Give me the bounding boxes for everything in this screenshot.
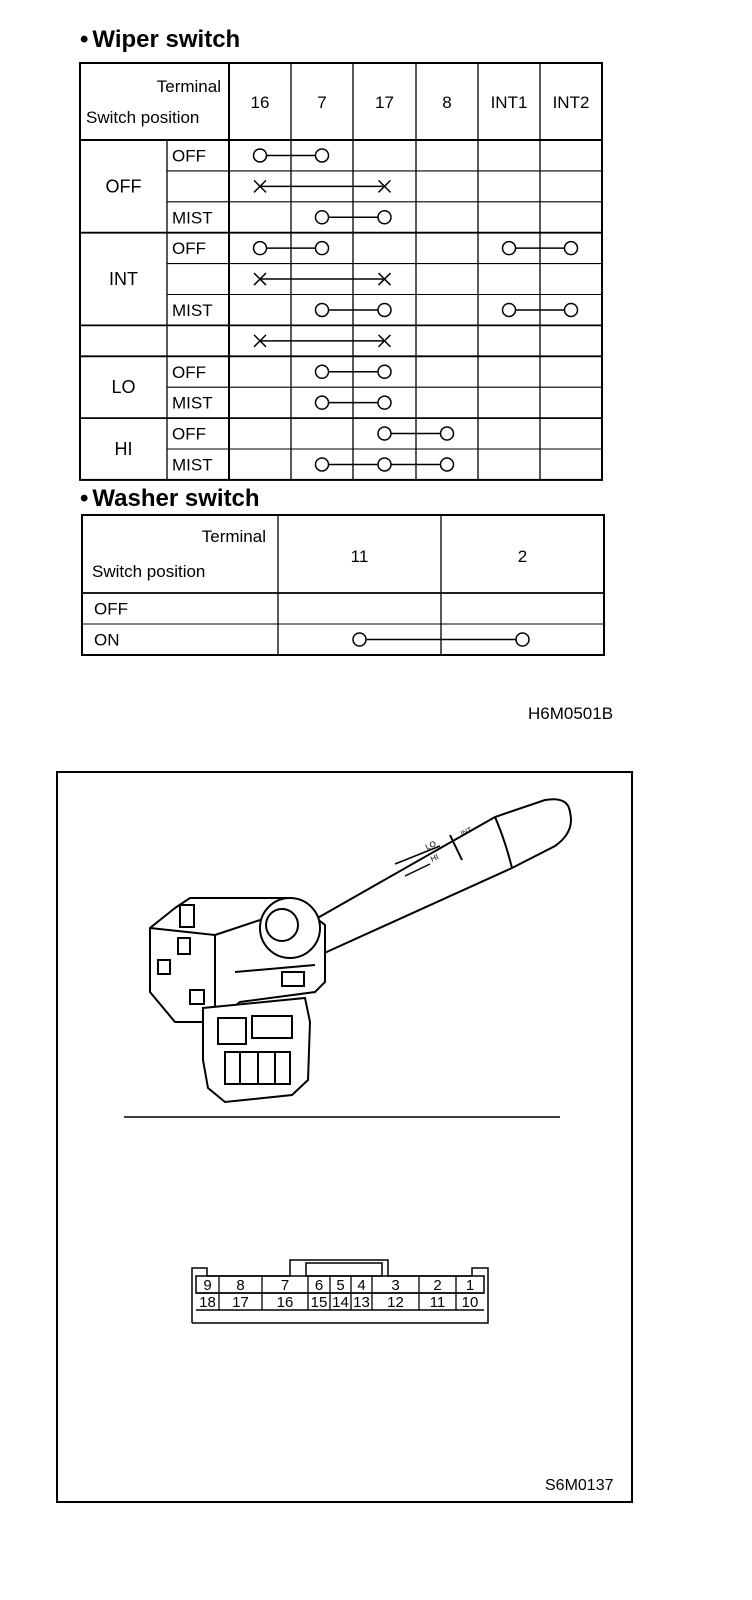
sub-position-label: MIST (172, 300, 213, 320)
continuity-circle (378, 303, 391, 316)
continuity-circle (503, 303, 516, 316)
continuity-circle (378, 365, 391, 378)
header-switch-position: Switch position (92, 562, 206, 581)
group-off: OFF (105, 176, 142, 197)
continuity-circle (353, 633, 366, 646)
connector-pin-16: 16 (276, 1294, 294, 1311)
terminal-8: 8 (442, 93, 452, 112)
terminal-11: 11 (350, 547, 369, 566)
connector-pin-10: 10 (461, 1294, 479, 1311)
continuity-circle (503, 242, 516, 255)
header-switch-position: Switch position (86, 108, 200, 127)
lever-marking-hi: HI (429, 852, 441, 864)
sub-position-label: MIST (172, 208, 213, 228)
washer-switch-table (0, 500, 752, 670)
figure-code-top: H6M0501B (528, 704, 614, 723)
wiper-switch-title: • Wiper switch (80, 26, 241, 53)
connector-pin-11: 11 (429, 1294, 446, 1311)
continuity-circle (565, 303, 578, 316)
connector-pin-13: 13 (353, 1294, 370, 1311)
terminal-int2: INT2 (552, 93, 590, 112)
terminal-int1: INT1 (490, 93, 528, 112)
position-label-off: OFF (94, 599, 128, 619)
continuity-circle (316, 365, 329, 378)
wiper-switch-table (0, 0, 752, 500)
connector-pin-17: 17 (232, 1294, 249, 1311)
connector-pin-15: 15 (310, 1294, 328, 1311)
illustration-frame (57, 772, 632, 1502)
group-lo: LO (111, 377, 136, 398)
sub-position-label: MIST (172, 455, 213, 475)
position-label-on: ON (94, 630, 120, 650)
continuity-circle (316, 149, 329, 162)
continuity-circle (378, 427, 391, 440)
connector-pin-18: 18 (199, 1294, 216, 1311)
header-terminal: Terminal (201, 527, 266, 546)
terminal-17: 17 (375, 93, 394, 112)
continuity-circle (316, 396, 329, 409)
connector-pin-12: 12 (387, 1294, 404, 1311)
group-hi: HI (114, 439, 133, 459)
terminal-7: 7 (317, 93, 327, 112)
connector-pin-5: 5 (336, 1277, 345, 1294)
header-terminal: Terminal (156, 77, 221, 96)
combination-switch-illustration (0, 760, 752, 1520)
continuity-circle (316, 303, 329, 316)
sub-position-label: MIST (172, 393, 213, 413)
connector-pin-1: 1 (465, 1277, 475, 1294)
continuity-circle (441, 458, 454, 471)
continuity-circle (316, 242, 329, 255)
connector-pin-4: 4 (357, 1277, 366, 1294)
lever-marking-int: INT (459, 826, 474, 838)
continuity-circle (254, 149, 267, 162)
figure-code-bottom: S6M0137 (545, 1477, 614, 1494)
connector-pin-14: 14 (332, 1294, 349, 1311)
wiper-lever (300, 799, 571, 955)
continuity-circle (254, 242, 267, 255)
continuity-circle (378, 396, 391, 409)
terminal-2: 2 (517, 547, 528, 566)
connector-pin-9: 9 (203, 1277, 212, 1294)
continuity-circle (316, 458, 329, 471)
continuity-circle (378, 458, 391, 471)
washer-switch-title: • Washer switch (80, 485, 260, 512)
continuity-circle (565, 242, 578, 255)
connector-pin-8: 8 (236, 1277, 245, 1294)
connector-plug (203, 998, 310, 1102)
continuity-circle (516, 633, 529, 646)
continuity-circle (441, 427, 454, 440)
connector-pin-3: 3 (391, 1277, 400, 1294)
group-int: INT (109, 269, 138, 290)
connector-pin-6: 6 (314, 1277, 324, 1294)
sub-position-label: OFF (172, 146, 206, 166)
connector-pin-2: 2 (433, 1277, 442, 1294)
sub-position-label: OFF (172, 424, 206, 444)
lever-marking-lo: LO (424, 839, 438, 852)
connector-pin-7: 7 (280, 1277, 290, 1294)
terminal-16: 16 (250, 93, 270, 112)
sub-position-label: OFF (172, 362, 206, 382)
sub-position-label: OFF (172, 239, 206, 259)
continuity-circle (316, 211, 329, 224)
continuity-circle (378, 211, 391, 224)
